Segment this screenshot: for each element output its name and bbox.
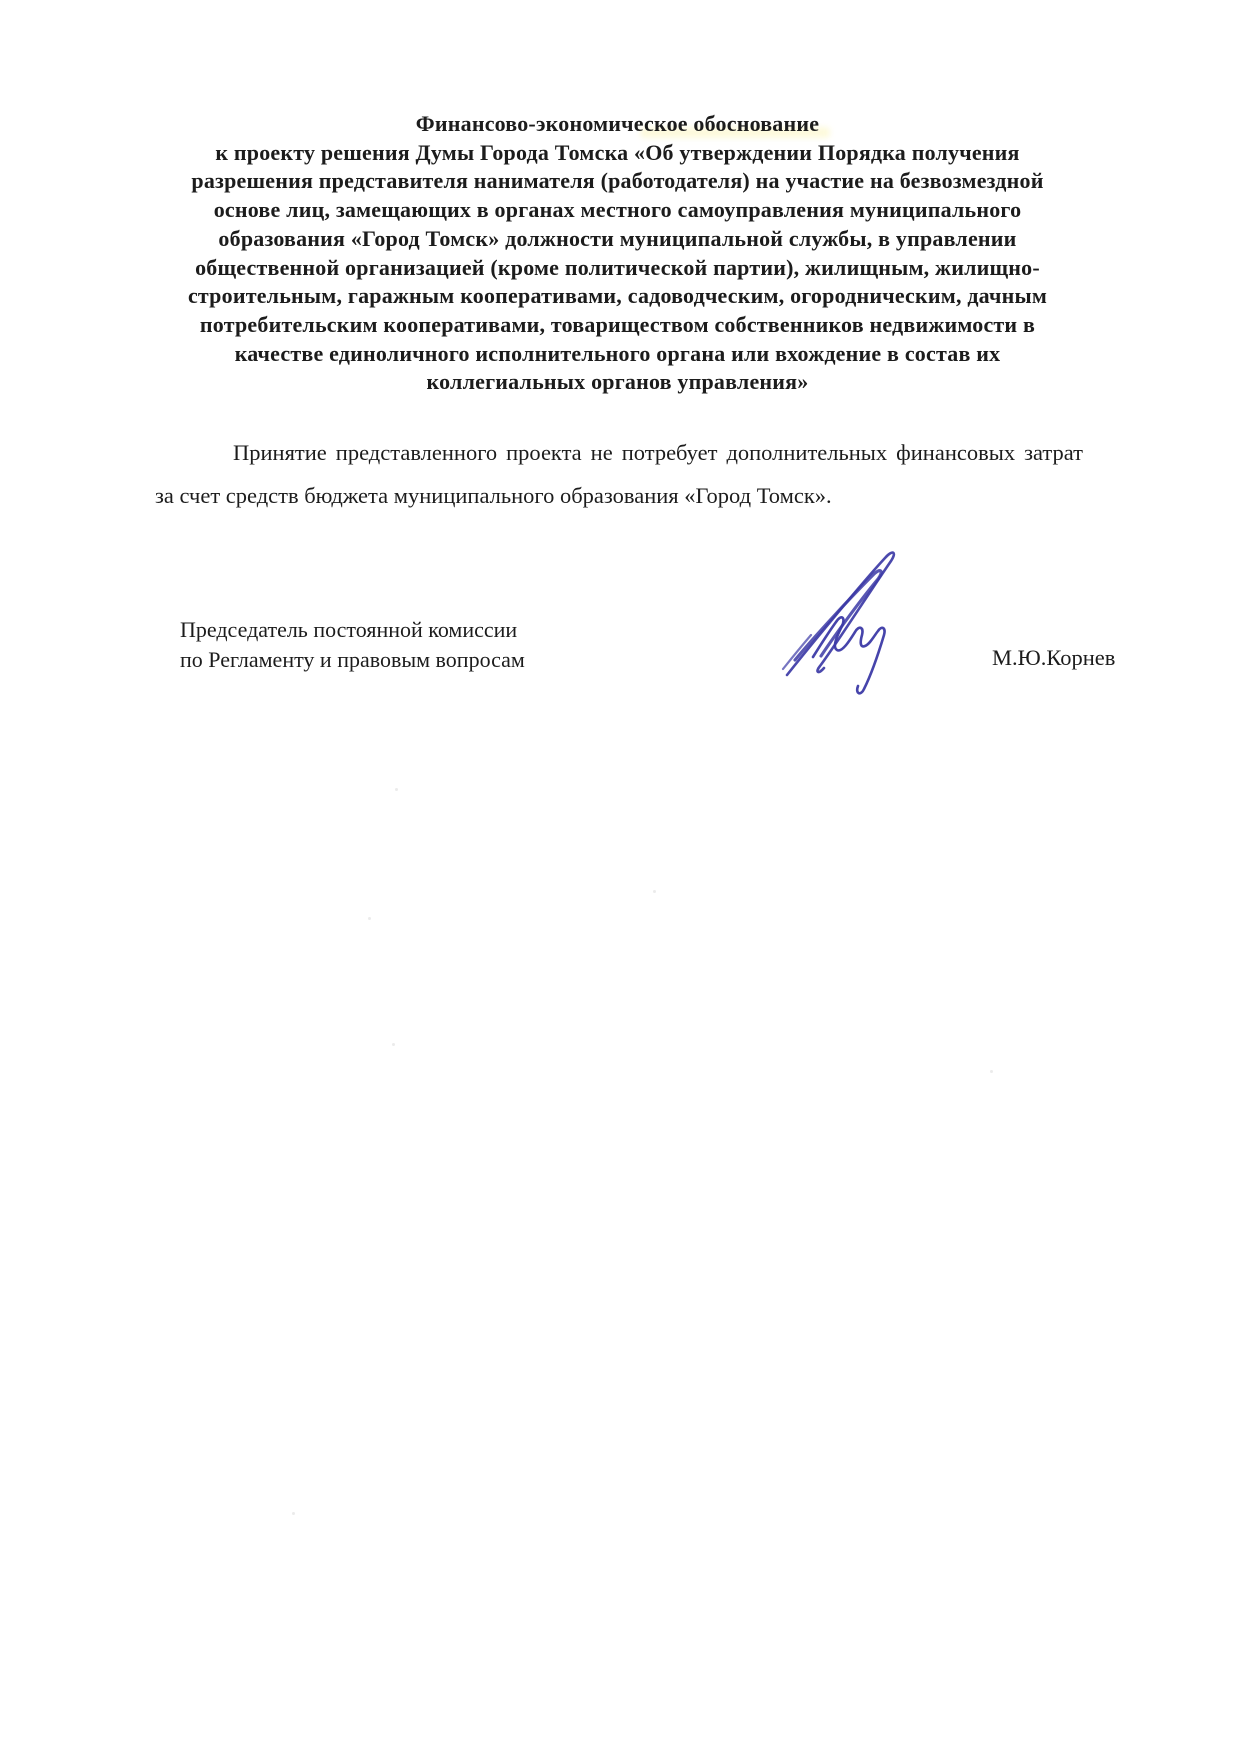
body-paragraph: Принятие представленного проекта не потребует дополнительных финансовых затрат за счет средств бюджета муниципального образования «Город Томск». <box>155 440 1083 508</box>
handwritten-signature-icon <box>765 536 915 708</box>
signature-role-line-2: по Регламенту и правовым вопросам <box>180 647 525 672</box>
scan-speck <box>392 1043 395 1046</box>
scan-speck <box>653 890 656 893</box>
signature-role-line-1: Председатель постоянной комиссии <box>180 617 518 642</box>
document-subtitle-line: строительным, гаражным кооперативами, садоводческим, огородническим, дачным <box>187 283 1048 309</box>
document-subtitle-line: к проекту решения Думы Города Томска «Об утверждении Порядка получения <box>215 139 1020 165</box>
document-subtitle-line: потребительским кооперативами, товариществом собственников недвижимости в <box>199 311 1036 337</box>
scan-speck <box>395 788 398 791</box>
signature-stroke <box>795 571 881 660</box>
document-subtitle-line: коллегиальных органов управления» <box>426 369 809 395</box>
document-heading <box>140 110 1095 397</box>
document-subtitle-line: общественной организацией (кроме политической партии), жилищным, жилищно- <box>195 254 1040 280</box>
scan-speck <box>990 1070 993 1073</box>
document-subtitle-line: образования «Город Томск» должности муниципальной службы, в управлении <box>218 225 1017 251</box>
scan-speck <box>368 917 371 920</box>
signature-role-title <box>180 615 525 675</box>
document-subtitle-line: разрешения представителя нанимателя (работодателя) на участие на безвозмездной <box>191 168 1044 194</box>
document-subtitle-line: качестве единоличного исполнительного органа или вхождение в состав их <box>234 340 1001 366</box>
scan-speck <box>292 1512 295 1515</box>
signee-name: М.Ю.Корнев <box>992 645 1116 670</box>
document-subtitle-line: основе лиц, замещающих в органах местного самоуправления муниципального <box>213 197 1022 223</box>
document-title: Финансово-экономическое обоснование <box>415 111 820 136</box>
